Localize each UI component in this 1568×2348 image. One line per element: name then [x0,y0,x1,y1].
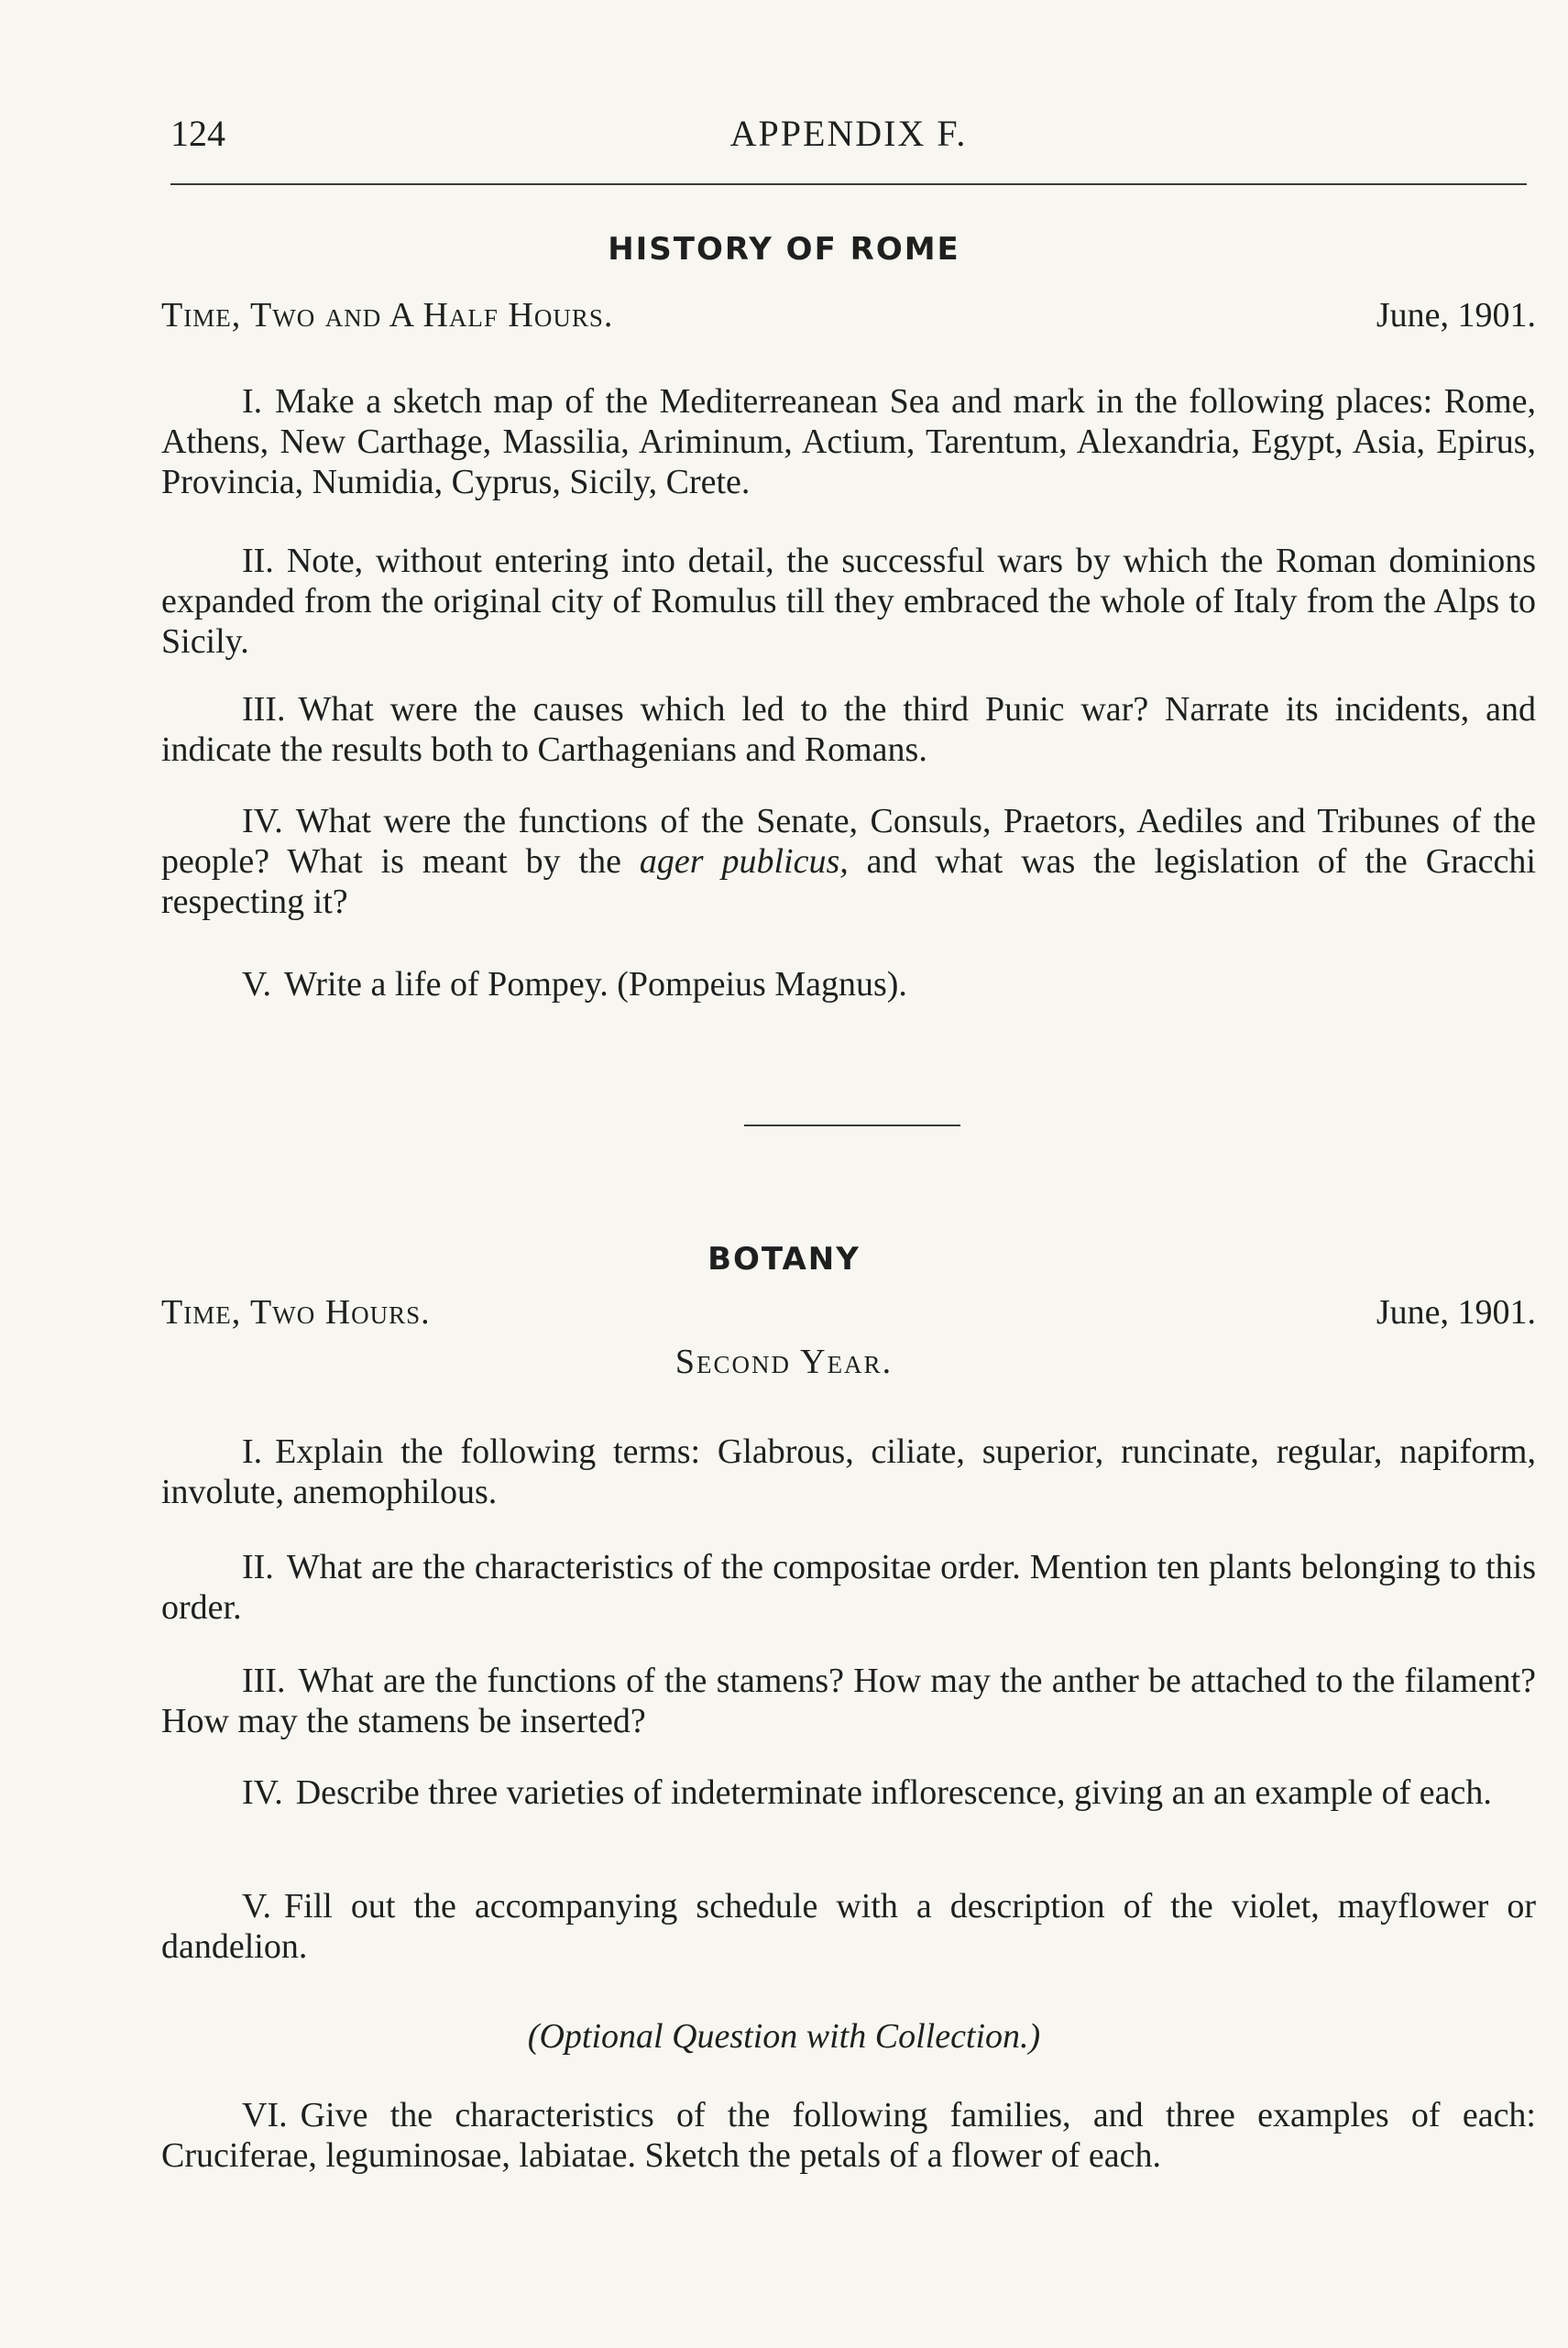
question-text: Describe three varieties of indeterminate inflorescence, giving an an example of each. [295,1773,1492,1812]
question-number: II. [242,542,274,580]
botany-section-title: BOTANY [707,1241,861,1278]
history-question-3 [161,689,1536,770]
question-number: IV. [242,802,283,840]
botany-exam-date: June, 1901. [1376,1293,1536,1332]
history-section-title: HISTORY OF ROME [608,231,960,268]
question-number: I. [242,1432,263,1471]
question-text: Write a life of Pompey. (Pompeius Magnus). [284,965,907,1004]
question-text: What were the causes which led to the third Punic war? Narrate its incidents, and indicate the results both to Carthagenians and Romans. [161,690,1536,769]
question-text: Explain the following terms: Glabrous, ciliate, superior, runcinate, regular, napiform, involute, anemophilous. [161,1432,1536,1511]
history-question-2 [161,541,1536,662]
question-text-italic: ager publicus, [639,842,849,881]
question-number: VI. [242,2096,288,2134]
header-title: APPENDIX F. [729,113,968,154]
question-number: III. [242,1662,286,1700]
botany-question-6 [161,2095,1536,2176]
question-text: Fill out the accompanying schedule with a description of the violet, mayflower or dandelion. [161,1887,1536,1966]
history-time-allowed: Time, Two and A Half Hours. [161,296,614,335]
botany-question-2 [161,1547,1536,1628]
question-number: I. [242,382,263,421]
running-head [161,112,1536,158]
question-text-part: and what was the legislation of the Gracchi respecting it? [161,842,1536,921]
history-meta-line [161,295,1536,339]
question-text: Note, without entering into detail, the successful wars by which the Roman dominions expanded from the original city of Romulus till they embraced the whole of Italy from the Alps to Sicily. [161,542,1536,661]
botany-question-5 [161,1886,1536,1967]
question-text-part: What were the functions of the Senate, Consuls, Praetors, Aediles and Tribunes of the people? What is meant by the [161,802,1536,881]
botany-question-3 [161,1661,1536,1741]
question-number: II. [242,1548,274,1586]
history-question-4 [161,801,1536,922]
question-text: What are the functions of the stamens? How may the anther be attached to the filament? How may the stamens be inserted? [161,1662,1536,1740]
history-question-5 [161,964,1536,1004]
page-number: 124 [170,113,225,154]
question-number: III. [242,690,286,729]
history-question-1 [161,381,1536,502]
header-rule [170,183,1527,185]
optional-question-note: (Optional Question with Collection.) [527,2017,1041,2056]
question-text: Make a sketch map of the Mediterreanean Sea and mark in the following places: Rome, Athens, New Carthage, Massilia, Ariminum, Actium, Tarentum, Alexandria, Egypt, Asia, Epirus, Provincia, Numidia, Cyprus, Sicily, Crete. [161,382,1536,501]
botany-subheading: Second Year. [674,1343,894,1381]
botany-question-4 [161,1772,1536,1813]
question-number: V. [242,965,272,1004]
question-text: Give the characteristics of the following families, and three examples of each: Cruciferae, leguminosae, labiatae. Sketch the petals of a flower of each. [161,2096,1536,2175]
question-number: IV. [242,1773,283,1812]
botany-time-allowed: Time, Two Hours. [161,1293,431,1332]
botany-question-1 [161,1432,1536,1512]
question-number: V. [242,1887,272,1926]
question-text: What are the characteristics of the compositae order. Mention ten plants belonging to this order. [161,1548,1536,1627]
section-divider [744,1125,960,1126]
history-exam-date: June, 1901. [1376,296,1536,335]
botany-meta-line [161,1292,1536,1336]
